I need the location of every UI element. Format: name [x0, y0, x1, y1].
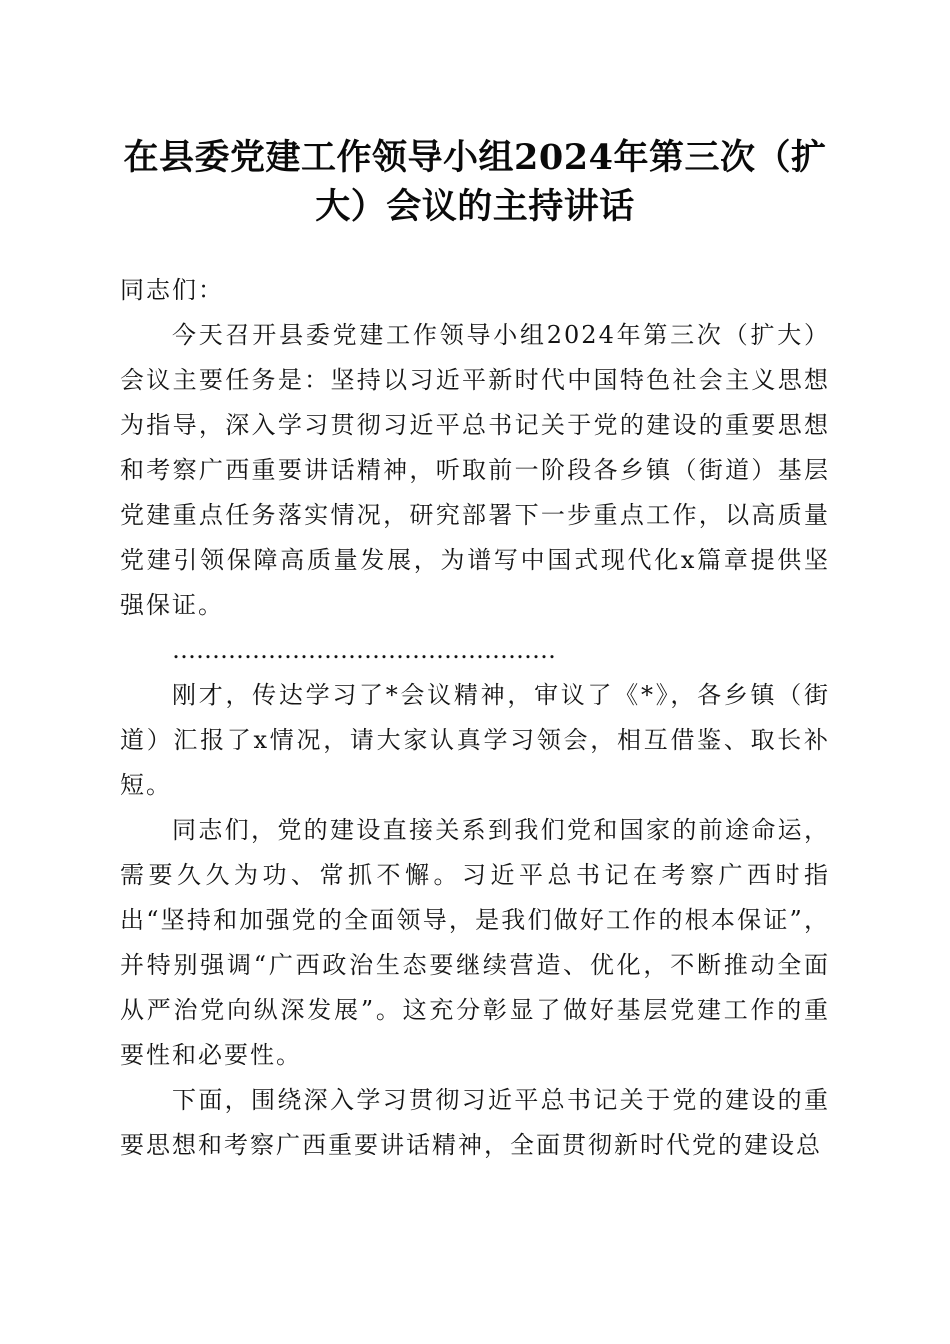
- paragraph-review: 刚才，传达学习了*会议精神，审议了《*》，各乡镇（街道）汇报了x情况，请大家认真学习领会，相互借鉴、取长补短。: [120, 681, 830, 799]
- paragraph-importance: 同志们，党的建设直接关系到我们党和国家的前途命运，需要久久为功、常抓不懈。习近平总书记在考察广西时指出“坚持和加强党的全面领导，是我们做好工作的根本保证”，并特别强调“广西政治生态要继续营造、优化，不断推动全面从严治党向纵深发展”。这充分彰显了做好基层党建工作的重要性和必要性。: [120, 816, 830, 1069]
- paragraph-opening: 今天召开县委党建工作领导小组2024年第三次（扩大）会议主要任务是：坚持以习近平新时代中国特色社会主义思想为指导，深入学习贯彻习近平总书记关于党的建设的重要思想和考察广西重要讲话精神，听取前一阶段各乡镇（街道）基层党建重点任务落实情况，研究部署下一步重点工作，以高质量党建引领保障高质量发展，为谱写中国式现代化x篇章提供坚强保证。: [120, 321, 830, 619]
- document-title: 在县委党建工作领导小组2024年第三次（扩大）会议的主持讲话: [123, 137, 827, 227]
- document-body: [120, 268, 830, 1168]
- omitted-content-ellipsis: …………………………………………: [172, 636, 556, 664]
- salutation: 同志们：: [120, 276, 224, 304]
- paragraph-next-steps: 下面，围绕深入学习贯彻习近平总书记关于党的建设的重要思想和考察广西重要讲话精神，全面贯彻新时代党的建设总: [120, 1086, 830, 1159]
